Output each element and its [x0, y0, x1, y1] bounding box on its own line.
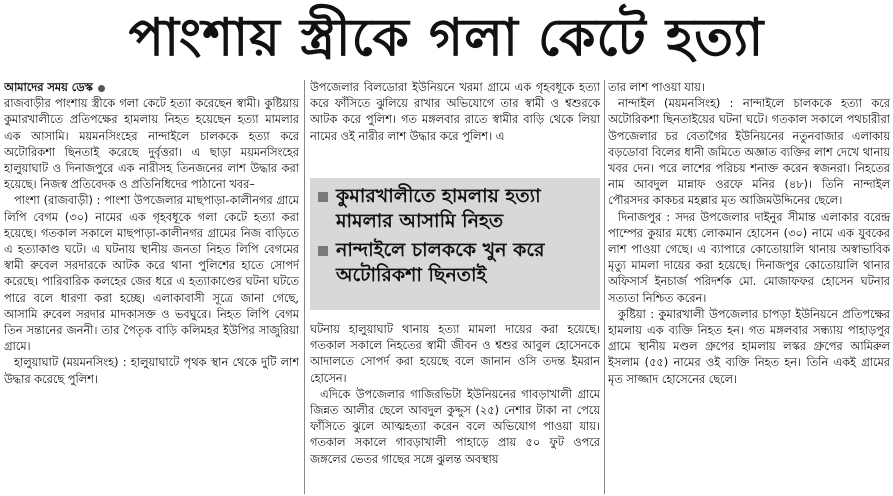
article-column-1 — [4, 80, 299, 494]
article-column-2-bottom — [310, 322, 600, 494]
pull-quote — [318, 238, 594, 288]
paragraph: নান্দাইল (ময়মনসিংহ) : নান্দাইলে চালককে হত্যা করে অটোরিকশা ছিনতাইয়ের ঘটনা ঘটে। গতকাল সকালে পথচারীরা উপজেলার চর বেতাগৈর ইউনিয়নের নতুনবাজার এলাকায় বড়ডোবা বিলের ধানী জমিতে অজ্ঞাত ব্যক্তির লাশ দেখে থানায় খবর দেন। পরে লাশের পরিচয় শনাক্ত করেন স্বজনরা। নিহতের নাম আবদুল মান্নাফ ওরফে মনির (৪৮)। তিনি নান্দাইল পৌরসদর কাকচর মহল্লার মৃত আজিমউদ্দিনের ছেলে। — [608, 97, 890, 208]
square-bullet-icon — [318, 246, 328, 256]
pull-quote — [318, 184, 594, 234]
pull-quote-text: নান্দাইলে চালককে খুন করে অটোরিকশা ছিনতাই — [336, 239, 545, 286]
paragraph: পাংশা (রাজবাড়ী) : পাংশা উপজেলার মাছপাড়া-কালীনগর গ্রামে লিপি বেগম (৩০) নামের এক গৃহবধূকে গলা কেটে হত্যা করা হয়েছে। গতকাল সকালে মাছপাড়া-কালীনগর গ্রামের নিজ বাড়িতে এ হত্যাকাণ্ড ঘটে। এ ঘটনায় স্থানীয় জনতা নিহত লিপি বেগমের স্বামী রুবেল সরদারকে আটক করে থানা পুলিশের হাতে সোপর্দ করেছে। পারিবারিক কলহের জের ধরে এ হত্যাকাণ্ডের ঘটনা ঘটতে পারে বলে ধারণা করা হচ্ছে। এলাকাবাসী সূত্রে জানা গেছে, আসামি রুবেল সরদার মাদকাসক্ত ও ভবঘুরে। নিহত লিপি বেগম তিন সন্তানের জননী। তার পৈতৃক বাড়ি কলিমহর ইউপির সাজুরিয়া গ্রামে। — [4, 194, 299, 354]
paragraph: রাজবাড়ীর পাংশায় স্ত্রীকে গলা কেটে হত্যা করেছেন স্বামী। কুষ্টিয়ায় কুমারখালীতে প্রতিপক্ষের হামলায় নিহত হয়েছেন হত্যা মামলার এক আসামি। ময়মনসিংহের নান্দাইলে চালককে হত্যা করে অটোরিকশা ছিনতাই করেছে দুর্বৃত্তরা। এ ছাড়া ময়মনসিংহের হালুয়াঘাট ও দিনাজপুরে এক নারীসহ তিনজনের লাশ উদ্ধার করা হয়েছে। নিজস্ব প্রতিবেদক ও প্রতিনিধিদের পাঠানো খবর– — [4, 97, 299, 192]
column-divider — [604, 80, 605, 494]
pull-quote-box — [310, 178, 600, 310]
paragraph: ঘটনায় হালুয়াঘাট থানায় হত্যা মামলা দায়ের করা হয়েছে। গতকাল সকালে নিহতের স্বামী জীবন ও শ্বশুর আবুল হোসেনকে আদালতে সোপর্দ করা হয়েছে বলে জানান ওসি তদন্ত ইমরান হোসেন। — [310, 323, 600, 385]
byline — [4, 80, 299, 96]
paragraph: এদিকে উপজেলার গাজিরভিটা ইউনিয়নের গাবড়াখালী গ্রামে জিন্নত আলীর ছেলে আবদুল কুদ্দুস (২৫) নেশার টাকা না পেয়ে ফাঁসিতে ঝুলে আত্মহত্যা করেন বলে অভিযোগ পাওয়া যায়। গতকাল সকালে গাবড়াখালী পাহাড়ে প্রায় ৫০ ফুট ওপরে জঙ্গলের ভেতর গাছের সঙ্গে ঝুলন্ত অবস্থায় — [310, 387, 600, 466]
headline: পাংশায় স্ত্রীকে গলা কেটে হত্যা — [128, 8, 765, 68]
bullet-icon — [98, 85, 105, 92]
paragraph: হালুয়াঘাট (ময়মনসিংহ) : হালুয়াঘাটে পৃথক স্থান থেকে দুটি লাশ উদ্ধার করেছে পুলিশ। — [4, 356, 299, 386]
pull-quote-text: কুমারখালীতে হামলায় হত্যা মামলার আসামি নিহত — [336, 185, 541, 232]
paragraph: দিনাজপুর : সদর উপজেলার দাইনুর সীমান্ত এলাকার বরেন্দ্র পাম্পের কুয়ার মধ্যে লোকমান হোসেন (৩০) নামে এক যুবকের লাশ পাওয়া গেছে। এ ব্যাপারে কোতোয়ালি থানায় অস্বাভাবিক মৃত্যু মামলা দায়ের করা হয়েছে। দিনাজপুর কোতোয়ালি থানার অফিসার্স ইনচার্জ পরিদর্শক মো. মোজাফফর হোসেন ঘটনার সত্যতা নিশ্চিত করেন। — [608, 210, 890, 305]
article-column-2-top — [310, 80, 600, 176]
square-bullet-icon — [318, 192, 328, 202]
article-column-3 — [608, 80, 890, 494]
paragraph: কুষ্টিয়া : কুমারখালী উপজেলার চাপড়া ইউনিয়নে প্রতিপক্ষের হামলায় এক ব্যক্তি নিহত হন। গত মঙ্গলবার সন্ধ্যায় পাহাড়পুর গ্রামে স্থানীয় মণ্ডল গ্রুপের হামলায় লস্কর গ্রুপের আমিরুল ইসলাম (৫৫) নামের ওই ব্যক্তি নিহত হন। তিনি একই গ্রামের মৃত সাজ্জাদ হোসেনের ছেলে। — [608, 307, 890, 386]
paragraph: তার লাশ পাওয়া যায়। — [608, 81, 705, 94]
paragraph: উপজেলার বিলডোরা ইউনিয়নে খরমা গ্রামে এক গৃহবধূকে হত্যা করে ফাঁসিতে ঝুলিয়ে রাখার অভিযোগে তার স্বামী ও শ্বশুরকে আটক করে পুলিশ। গত মঙ্গলবার রাতে স্বামীর বাড়ি থেকে লিয়া নামের ওই নারীর লাশ উদ্ধার করে পুলিশ। এ — [310, 81, 600, 143]
byline-text: আমাদের সময় ডেস্ক — [4, 81, 93, 94]
column-divider — [304, 80, 305, 494]
